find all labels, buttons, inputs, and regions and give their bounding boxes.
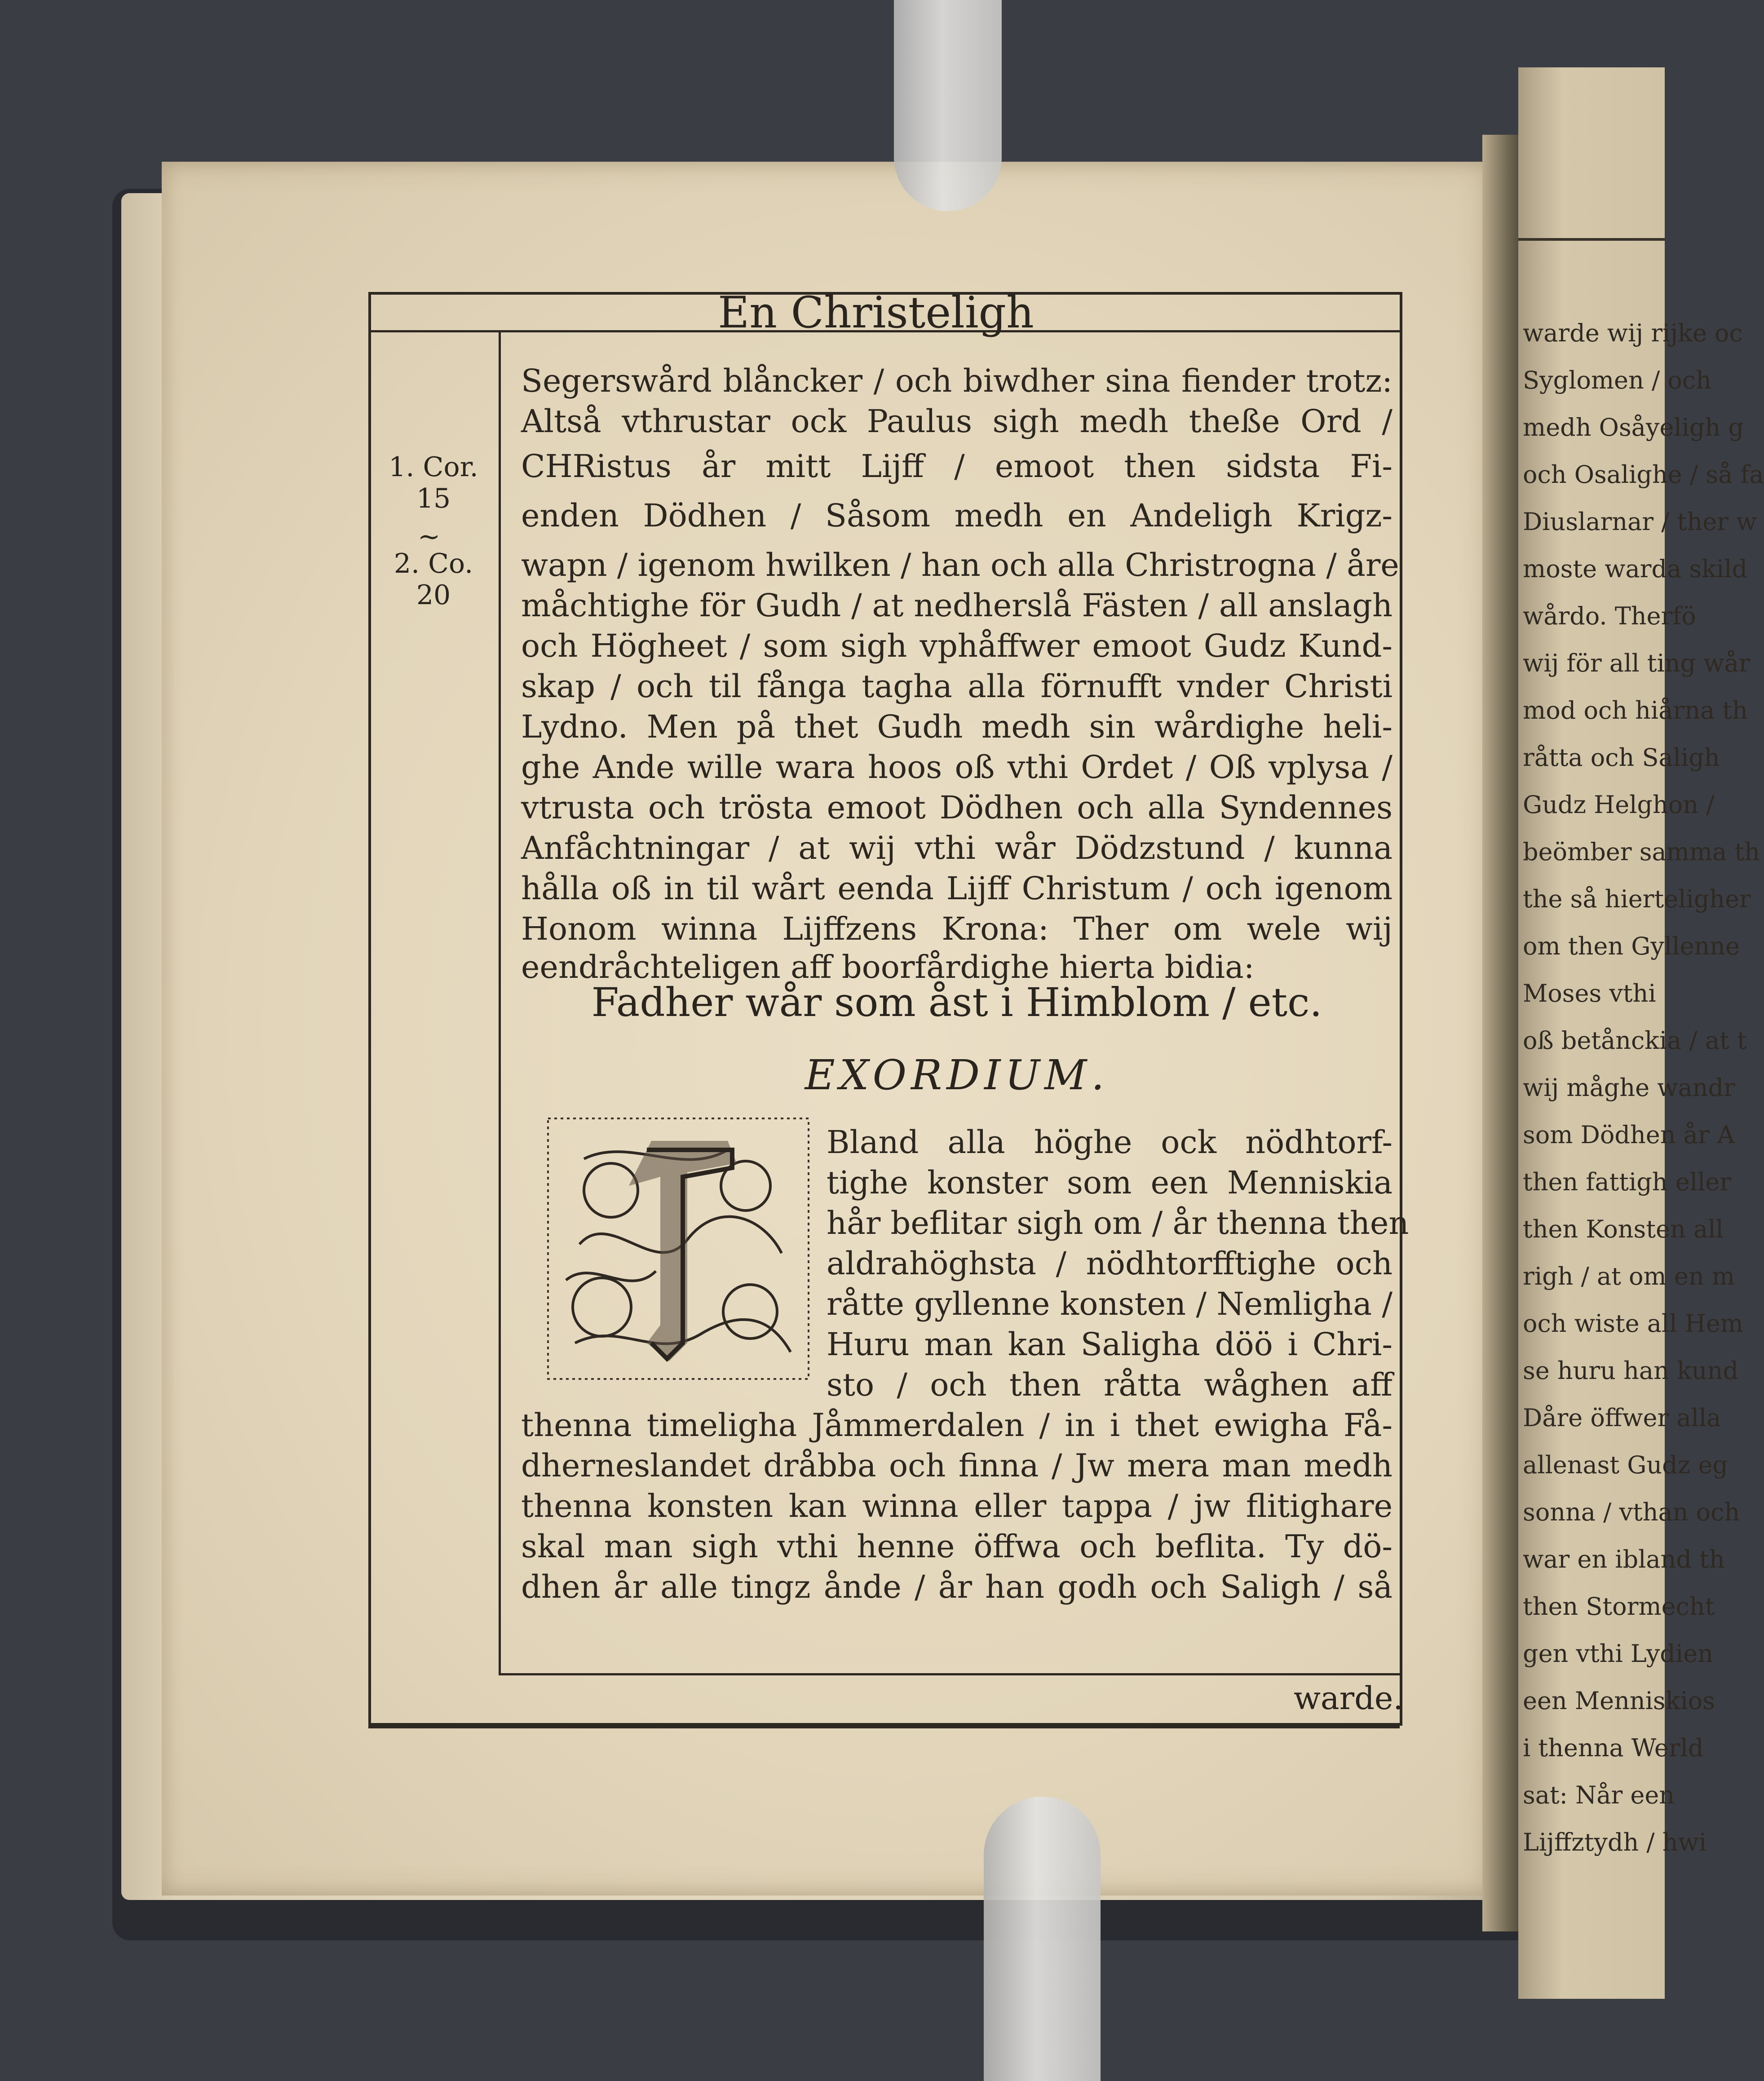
facing-line: oß betånckia / at t	[1523, 1026, 1747, 1055]
margin-note-co20: 2. Co. 20	[393, 548, 473, 611]
facing-line: the så hierteligher	[1523, 885, 1751, 913]
body-line: enden Dödhen / Såsom medh en Andeligh Krigz-	[521, 497, 1393, 534]
body-line: Anfåchtningar / at wij vthi wår Dödzstund / kunna	[521, 830, 1393, 866]
body-line: skap / och til fånga tagha alla förnufft vnder Christi	[521, 668, 1393, 705]
body-line: dhen år alle tingz ånde / år han godh och Saligh / så	[521, 1568, 1393, 1605]
facing-line: allenast Gudz eg	[1523, 1451, 1728, 1479]
body-line: vtrusta och trösta emoot Dödhen och alla Syndennes	[521, 789, 1393, 826]
facing-line: i thenna Werld	[1523, 1734, 1704, 1762]
facing-line: Syglomen / och	[1523, 366, 1711, 394]
body-line: och Högheet / som sigh vphåffwer emoot Gudz Kund-	[521, 627, 1393, 664]
facing-line: Lijffztydh / hwi	[1523, 1828, 1707, 1856]
facing-line: moste warda skild	[1523, 555, 1747, 583]
initial-line: sto / och then råtta wåghen aff	[827, 1366, 1393, 1403]
facing-line: then Konsten all	[1523, 1215, 1724, 1243]
facing-line: then Stormecht	[1523, 1592, 1715, 1621]
catchword: warde.	[1294, 1680, 1403, 1717]
page-clip-bottom	[984, 1797, 1101, 2081]
initial-line: Huru man kan Saligha döö i Chri-	[827, 1326, 1393, 1363]
facing-line: Dåre öffwer alla	[1523, 1404, 1721, 1432]
body-line: skal man sigh vthi henne öffwa och beflita. Ty dö-	[521, 1528, 1393, 1565]
initial-line: Bland alla höghe ock nödhtorf-	[827, 1124, 1393, 1161]
facing-line: warde wij rijke oc	[1523, 319, 1743, 347]
page-clip-top	[894, 0, 1002, 211]
facing-line: Gudz Helghon /	[1523, 791, 1715, 819]
body-line: Altså vthrustar ock Paulus sigh medh theße Ord /	[521, 403, 1393, 440]
facing-line: Moses vthi	[1523, 979, 1656, 1007]
facing-line: och Osalighe / så fa	[1523, 460, 1764, 489]
facing-line: wij för all ting wår	[1523, 649, 1751, 677]
body-line: dherneslandet dråbba och finna / Jw mera man medh	[521, 1447, 1393, 1484]
facing-line: som Dödhen år A	[1523, 1121, 1735, 1149]
prayer-line: Fadher wår som åst i Himblom / etc.	[591, 979, 1322, 1025]
facing-line: beömber samma th	[1523, 838, 1760, 866]
body-line: ghe Ande wille wara hoos oß vthi Ordet / Oß vplysa /	[521, 749, 1393, 786]
facing-page	[1518, 67, 1764, 1999]
facing-line: een Menniskios	[1523, 1687, 1715, 1715]
body-line: CHRistus år mitt Lijff / emoot then sidsta Fi-	[521, 448, 1393, 485]
initial-line: råtte gyllenne konsten / Nemligha /	[827, 1286, 1393, 1322]
facing-line: sonna / vthan och	[1523, 1498, 1740, 1526]
facing-line: se huru han kund	[1523, 1356, 1738, 1385]
body-line: Segerswård blåncker / och biwdher sina fiender trotz:	[521, 362, 1393, 399]
margin-column-rule	[499, 332, 501, 1675]
facing-line: mod och hiårna th	[1523, 696, 1748, 725]
facing-line: righ / at om en m	[1523, 1262, 1735, 1290]
body-line: thenna timeligha Jåmmerdalen / in i thet ewigha Få-	[521, 1407, 1393, 1444]
facing-line: then fattigh eller	[1523, 1168, 1732, 1196]
facing-line: wij måghe wandr	[1523, 1074, 1735, 1102]
facing-line: om then Gyllenne	[1523, 932, 1740, 960]
facing-line: medh Osåyeligh g	[1523, 413, 1744, 442]
running-head: En Christeligh	[718, 287, 1034, 338]
facing-rule	[1518, 238, 1665, 241]
section-heading: EXORDIUM.	[805, 1051, 1109, 1099]
facing-line: war en ibland th	[1523, 1545, 1725, 1573]
body-line: Honom winna Lijffzens Krona: Ther om wele wij	[521, 910, 1393, 947]
text-bottom-rule	[499, 1673, 1400, 1675]
facing-line: och wiste all Hem	[1523, 1309, 1743, 1338]
body-line: wapn / igenom hwilken / han och alla Christrogna / åre	[521, 547, 1399, 583]
facing-line: råtta och Saligh	[1523, 743, 1720, 772]
margin-dash: ~	[418, 521, 441, 552]
initial-line: aldrahöghsta / nödhtorfftighe och	[827, 1245, 1393, 1282]
body-line: hålla oß in til wårt eenda Lijff Christum / och igenom	[521, 870, 1393, 907]
body-line: eendråchteligen aff boorfårdighe hierta bidia:	[521, 949, 1255, 985]
body-line: måchtighe för Gudh / at nedherslå Fästen / all anslagh	[521, 587, 1393, 624]
facing-line: Diuslarnar / ther w	[1523, 508, 1757, 536]
initial-line: tighe konster som een Menniskia	[827, 1164, 1393, 1201]
initial-line: hår beflitar sigh om / år thenna then	[827, 1205, 1409, 1242]
page-base-rule	[368, 1725, 1400, 1728]
margin-note-cor15: 1. Cor. 15	[389, 451, 478, 514]
facing-line: gen vthi Lydien	[1523, 1639, 1713, 1668]
body-line: thenna konsten kan winna eller tappa / jw flitighare	[521, 1488, 1393, 1524]
facing-line: sat: Når een	[1523, 1781, 1675, 1809]
decorated-initial-icon	[539, 1109, 818, 1388]
body-line: Lydno. Men på thet Gudh medh sin wårdighe heli-	[521, 708, 1393, 745]
facing-line: wårdo. Therfö	[1523, 602, 1696, 630]
